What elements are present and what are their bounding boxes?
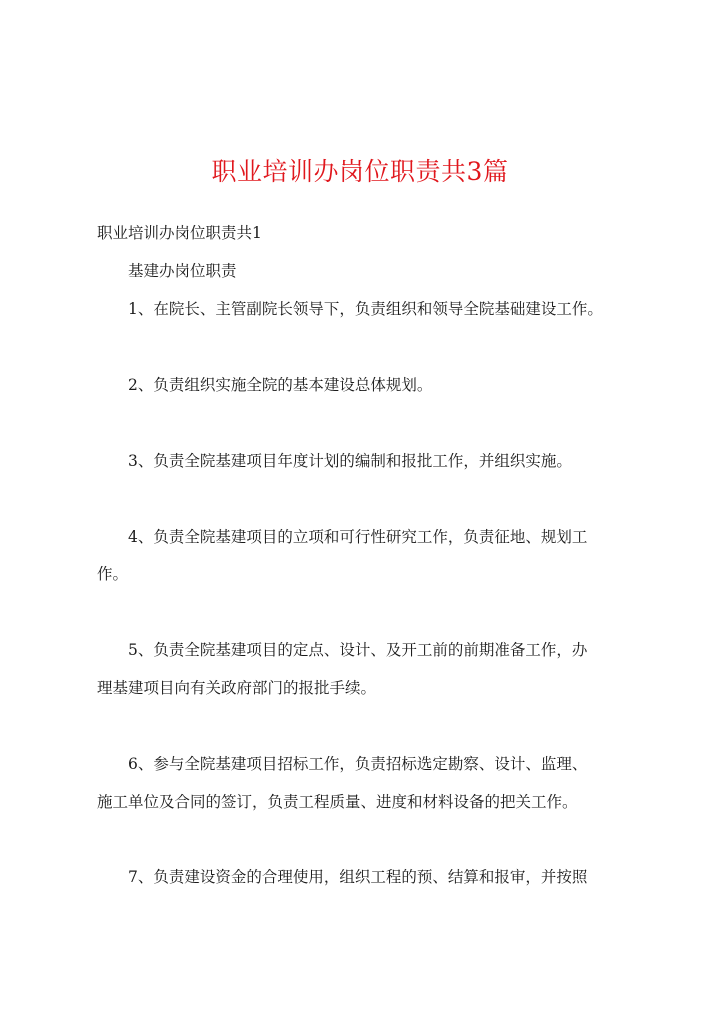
document-title: 职业培训办岗位职责共3篇: [211, 157, 509, 186]
list-item-4: 4、负责全院基建项目的立项和可行性研究工作，负责征地、规划工: [128, 528, 588, 546]
list-item-5-continuation: 理基建项目向有关政府部门的报批手续。: [97, 679, 377, 697]
list-item-6: 6、参与全院基建项目招标工作，负责招标选定勘察、设计、监理、: [128, 755, 588, 773]
list-item-2: 2、负责组织实施全院的基本建设总体规划。: [128, 376, 433, 394]
list-item-5: 5、负责全院基建项目的定点、设计、及开工前的前期准备工作，办: [128, 641, 588, 659]
list-item-4-continuation: 作。: [97, 565, 129, 583]
section-heading: 基建办岗位职责: [128, 262, 237, 280]
list-item-3: 3、负责全院基建项目年度计划的编制和报批工作，并组织实施。: [128, 452, 572, 470]
list-item-7: 7、负责建设资金的合理使用，组织工程的预、结算和报审，并按照: [128, 868, 588, 886]
document-subtitle: 职业培训办岗位职责共1: [97, 224, 262, 242]
list-item-1: 1、在院长、主管副院长领导下，负责组织和领导全院基础建设工作。: [128, 300, 603, 318]
list-item-6-continuation: 施工单位及合同的签订，负责工程质量、进度和材料设备的把关工作。: [97, 793, 578, 811]
